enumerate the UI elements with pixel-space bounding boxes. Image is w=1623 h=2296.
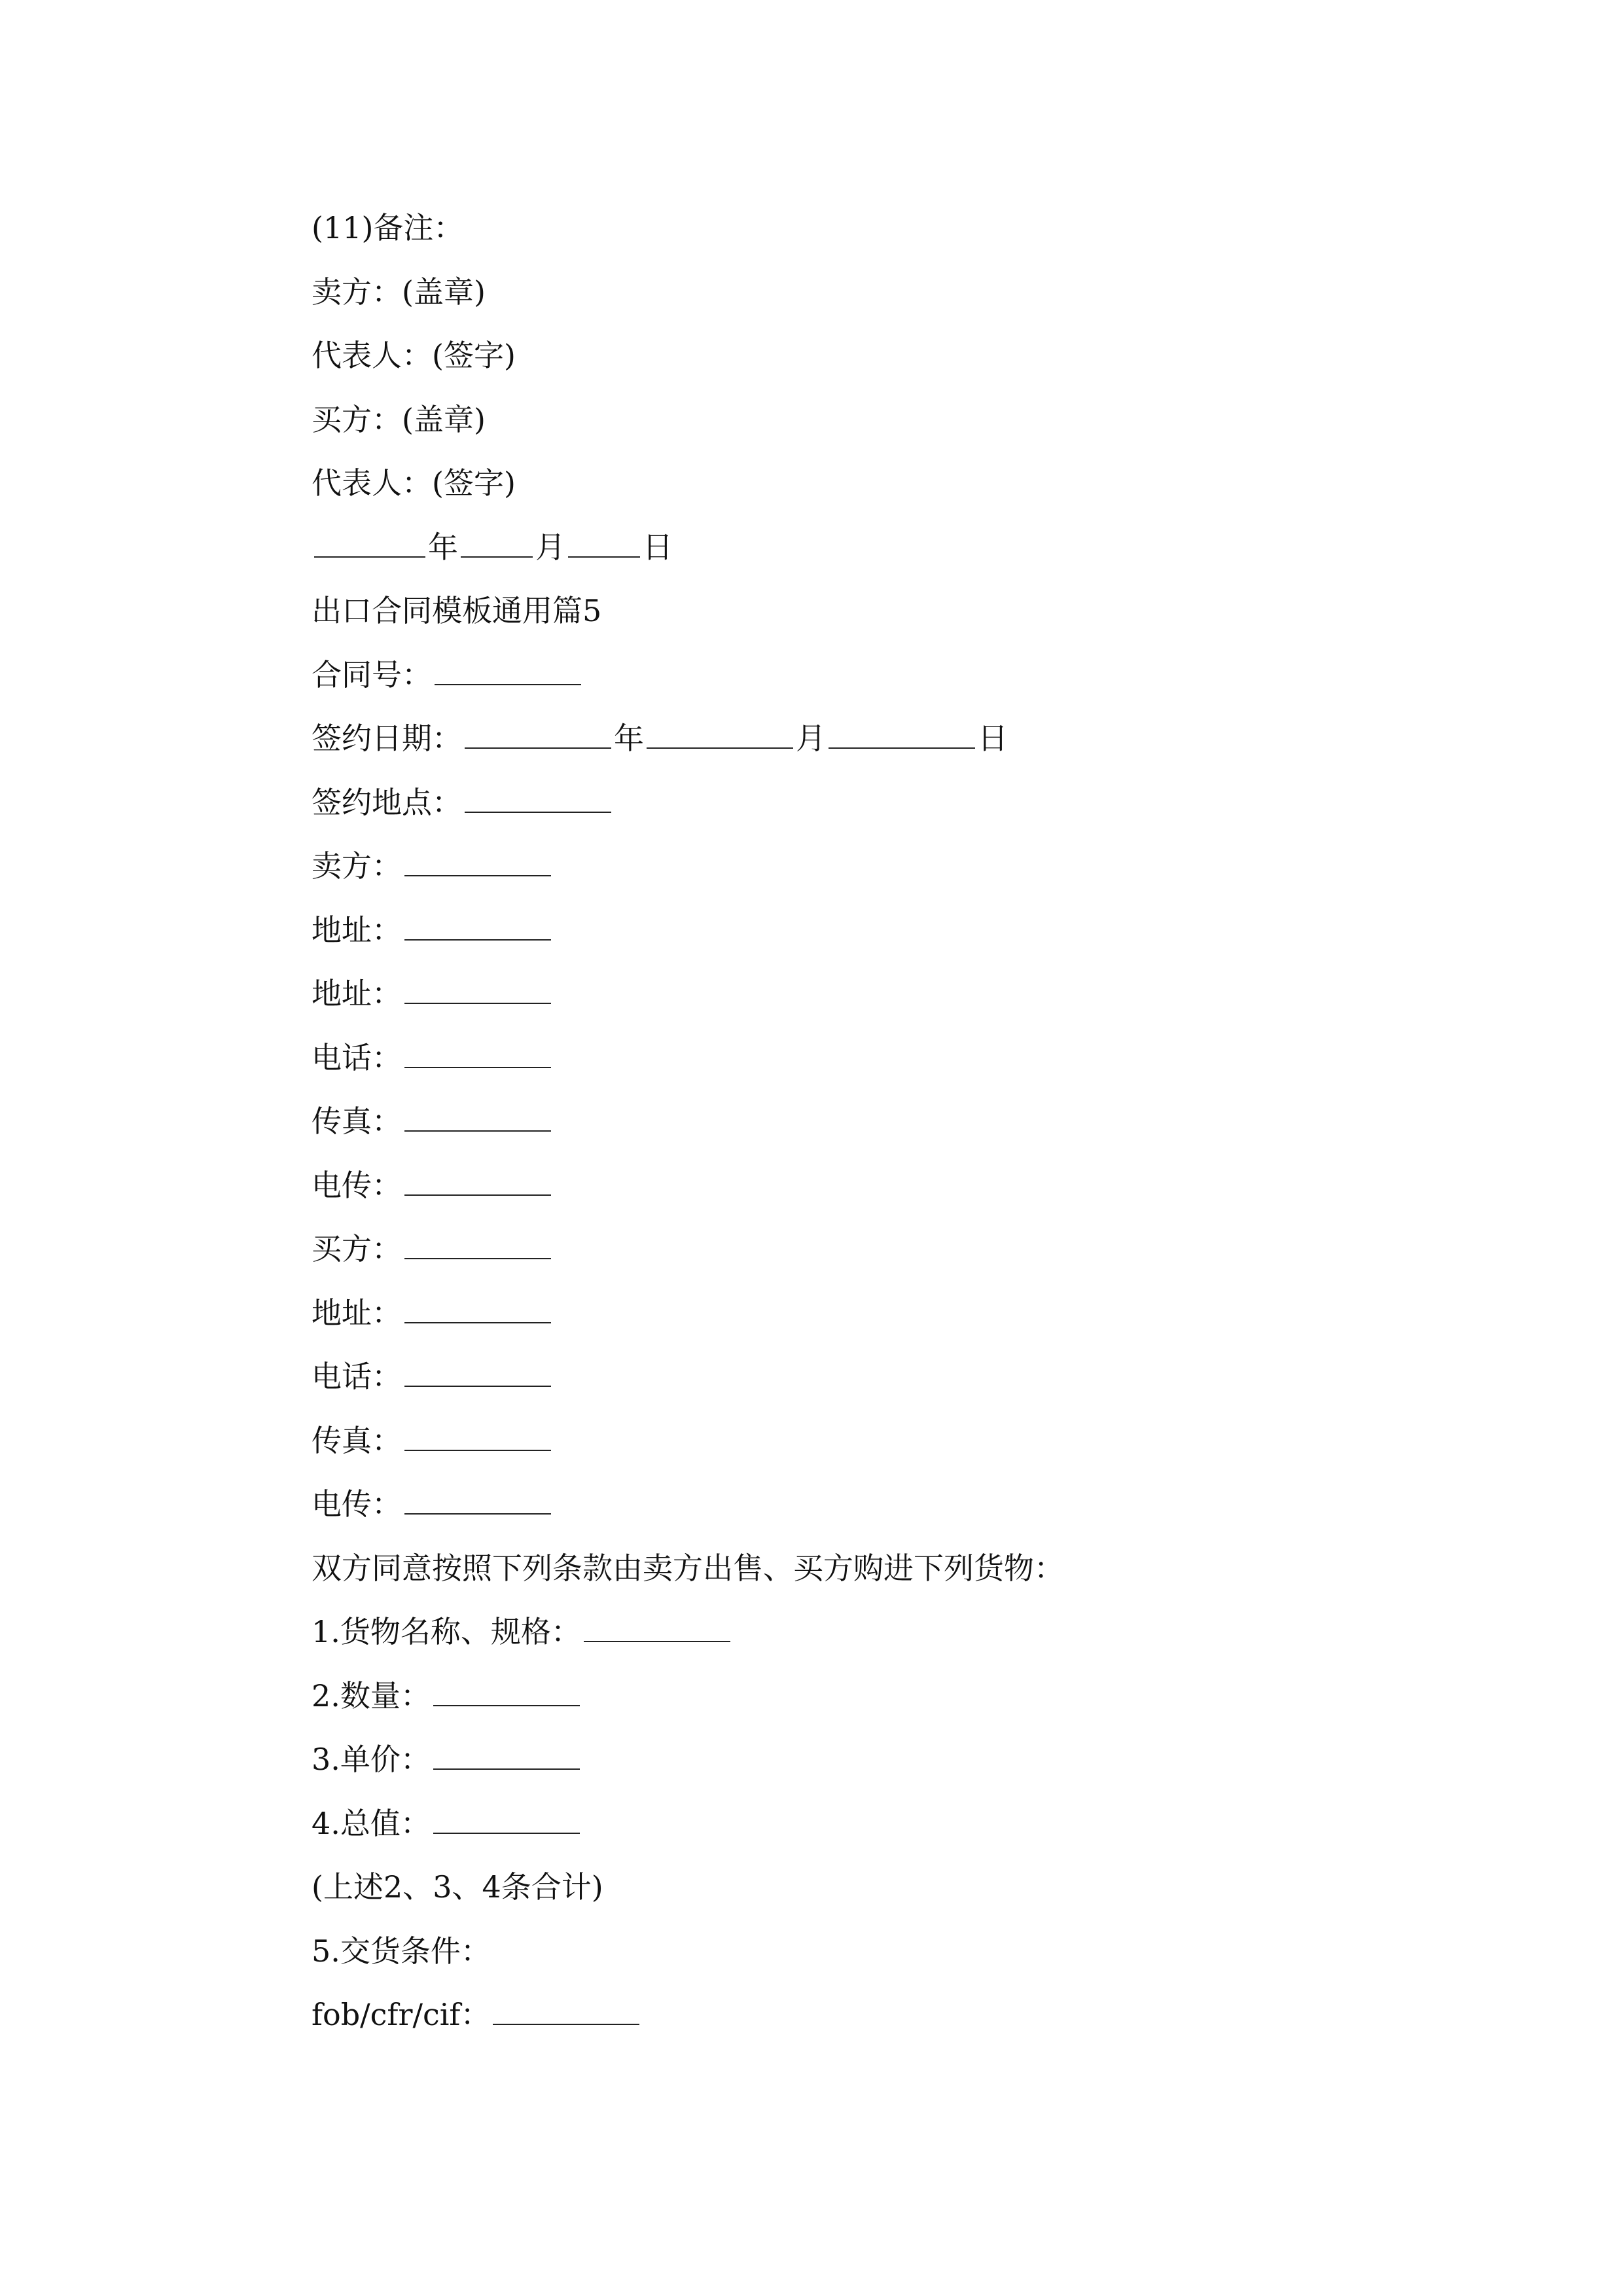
buyer-telex-line: 电传： — [312, 1473, 1489, 1537]
seller-address-line: 地址： — [312, 899, 1489, 963]
buyer-fax-blank[interactable] — [404, 1420, 551, 1451]
seller-address-line-2: 地址： — [312, 962, 1489, 1026]
day-blank[interactable] — [568, 526, 640, 558]
signature-date-line: 年 月 日 — [312, 516, 1489, 580]
terms-blank[interactable] — [493, 1994, 639, 2025]
item-1-blank[interactable] — [584, 1611, 730, 1642]
buyer-address-line: 地址： — [312, 1282, 1489, 1346]
sign-place-blank[interactable] — [465, 781, 611, 813]
item-4-blank[interactable] — [433, 1803, 580, 1834]
item-5-line: 5.交货条件： — [312, 1933, 491, 1969]
buyer-phone-line: 电话： — [312, 1345, 1489, 1409]
buyer-line: 买方： — [312, 1217, 1489, 1282]
terms-line: fob/cfr/cif： — [312, 1983, 1489, 2047]
seller-fax-line: 传真： — [312, 1090, 1489, 1154]
item-3-blank[interactable] — [433, 1738, 580, 1770]
seller-address-blank[interactable] — [404, 909, 551, 941]
sign-day-blank[interactable] — [829, 717, 975, 749]
buyer-seal-line: 买方：(盖章) — [312, 401, 486, 437]
section-title: 出口合同模板通用篇5 — [312, 593, 602, 628]
seller-telex-blank[interactable] — [404, 1164, 551, 1196]
item-2-line: 2.数量： — [312, 1664, 1489, 1729]
buyer-phone-blank[interactable] — [404, 1355, 551, 1387]
sign-date-line: 签约日期： 年 月 日 — [312, 707, 1489, 771]
seller-blank[interactable] — [404, 845, 551, 876]
item-2-blank[interactable] — [433, 1675, 580, 1706]
agreement-line: 双方同意按照下列条款由卖方出售、买方购进下列货物： — [312, 1550, 1064, 1586]
item-3-line: 3.单价： — [312, 1728, 1489, 1792]
item-1-line: 1.货物名称、规格： — [312, 1600, 1489, 1664]
item-4-line: 4.总值： — [312, 1792, 1489, 1856]
sign-month-blank[interactable] — [647, 717, 793, 749]
seller-phone-line: 电话： — [312, 1026, 1489, 1090]
buyer-rep-line: 代表人：(签字) — [312, 465, 516, 501]
seller-rep-line: 代表人：(签字) — [312, 338, 516, 373]
contract-no-line: 合同号： — [312, 643, 1489, 708]
buyer-blank[interactable] — [404, 1228, 551, 1259]
year-blank[interactable] — [314, 526, 425, 558]
contract-page — [312, 196, 1489, 2047]
seller-phone-blank[interactable] — [404, 1037, 551, 1068]
buyer-telex-blank[interactable] — [404, 1483, 551, 1515]
seller-seal-line: 卖方：(盖章) — [312, 274, 486, 310]
buyer-fax-line: 传真： — [312, 1409, 1489, 1473]
total-note-line: (上述2、3、4条合计) — [312, 1869, 603, 1905]
sign-place-line: 签约地点： — [312, 771, 1489, 835]
remarks-line: (11)备注： — [312, 210, 464, 245]
contract-no-blank[interactable] — [435, 654, 581, 685]
sign-year-blank[interactable] — [465, 717, 611, 749]
month-blank[interactable] — [461, 526, 533, 558]
seller-telex-line: 电传： — [312, 1154, 1489, 1218]
seller-address-blank-2[interactable] — [404, 973, 551, 1004]
buyer-address-blank[interactable] — [404, 1292, 551, 1323]
seller-fax-blank[interactable] — [404, 1100, 551, 1132]
seller-line: 卖方： — [312, 834, 1489, 899]
